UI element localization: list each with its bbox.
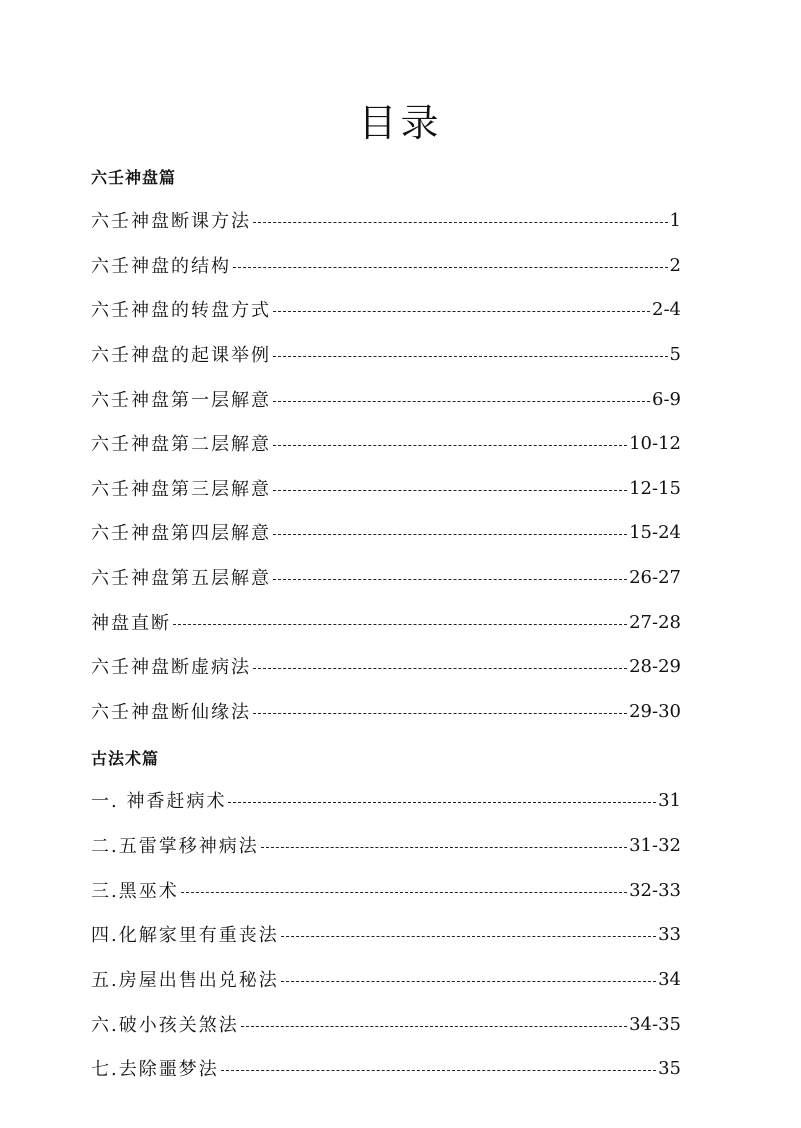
toc-entry-label: 六壬神盘的起课举例 — [91, 345, 271, 366]
toc-leader — [253, 666, 627, 669]
toc-leader — [253, 711, 627, 714]
toc-leader — [273, 488, 627, 491]
toc-entry — [91, 920, 681, 948]
toc-leader — [261, 845, 627, 848]
toc-entry-page: 29-30 — [629, 700, 681, 722]
toc-leader — [281, 979, 656, 982]
toc-leader — [253, 220, 668, 223]
page-title: 目录 — [358, 101, 443, 145]
toc-entry-label: 六壬神盘第三层解意 — [91, 479, 271, 500]
toc-entry-label: 七.去除噩梦法 — [91, 1059, 219, 1080]
toc-entry-page: 33 — [658, 923, 681, 945]
toc-entry — [91, 876, 681, 904]
toc-entry-label: 神盘直断 — [91, 613, 171, 634]
toc-entry — [91, 831, 681, 859]
toc-leader — [273, 354, 668, 357]
toc-entry — [91, 340, 681, 368]
toc-entry-label: 六壬神盘断虚病法 — [91, 657, 251, 678]
toc-leader — [181, 890, 627, 893]
toc-entry-page: 6-9 — [652, 388, 681, 410]
toc-entry — [91, 608, 681, 636]
toc-leader — [273, 309, 650, 312]
toc-leader — [241, 1024, 627, 1027]
toc-entry — [91, 652, 681, 680]
toc-entry-page: 27-28 — [629, 611, 681, 633]
toc-entry-label: 六壬神盘第二层解意 — [91, 434, 271, 455]
toc-entry-page: 32-33 — [629, 879, 681, 901]
toc-entry-page: 15-24 — [629, 521, 681, 543]
toc-entry-label: 六壬神盘断课方法 — [91, 211, 251, 232]
toc-entry-page: 31 — [658, 789, 681, 811]
toc-entry-page: 31-32 — [629, 834, 681, 856]
toc-leader — [221, 1068, 656, 1071]
toc-entry-label: 三.黑巫术 — [91, 881, 179, 902]
toc-leader — [233, 265, 668, 268]
toc-entry — [91, 786, 681, 814]
toc-entry — [91, 429, 681, 457]
section-heading: 古法术篇 — [91, 749, 160, 768]
toc-leader — [281, 934, 656, 937]
toc-entry-page: 5 — [669, 343, 681, 365]
toc-entry-page: 2-4 — [652, 298, 681, 320]
toc-entry-label: 五.房屋出售出兑秘法 — [91, 970, 279, 991]
toc-entry-label: 一. 神香赶病术 — [91, 791, 227, 812]
toc-leader — [173, 622, 627, 625]
toc-entry — [91, 385, 681, 413]
toc-entry-page: 26-27 — [629, 566, 681, 588]
toc-entry — [91, 295, 681, 323]
toc-entry-page: 35 — [658, 1057, 681, 1079]
toc-entry-page: 12-15 — [629, 477, 681, 499]
toc-entry-page: 28-29 — [629, 655, 681, 677]
toc-entry-label: 六.破小孩关煞法 — [91, 1015, 239, 1036]
toc-leader — [273, 577, 627, 580]
toc-entry-page: 34 — [658, 968, 681, 990]
toc-entry — [91, 965, 681, 993]
toc-entry-page: 1 — [669, 209, 681, 231]
toc-leader — [273, 532, 627, 535]
toc-entry — [91, 563, 681, 591]
toc-leader — [273, 399, 650, 402]
toc-entry-label: 六壬神盘第五层解意 — [91, 568, 271, 589]
toc-entry-page: 2 — [669, 254, 681, 276]
toc-entry-label: 六壬神盘第四层解意 — [91, 523, 271, 544]
toc-leader — [273, 443, 627, 446]
toc-leader — [228, 800, 656, 803]
toc-entry — [91, 1054, 681, 1082]
toc-entry-page: 34-35 — [629, 1013, 681, 1035]
toc-entry — [91, 697, 681, 725]
toc-entry-label: 六壬神盘的结构 — [91, 256, 231, 277]
toc-entry-page: 10-12 — [629, 432, 681, 454]
toc-entry-label: 六壬神盘第一层解意 — [91, 390, 271, 411]
section-heading: 六壬神盘篇 — [91, 168, 177, 187]
toc-entry-label: 六壬神盘断仙缘法 — [91, 702, 251, 723]
toc-entry — [91, 251, 681, 279]
toc-entry — [91, 1010, 681, 1038]
toc-entry-label: 四.化解家里有重丧法 — [91, 925, 279, 946]
toc-entry — [91, 206, 681, 234]
toc-entry-label: 六壬神盘的转盘方式 — [91, 300, 271, 321]
toc-entry-label: 二.五雷掌移神病法 — [91, 836, 259, 857]
toc-entry — [91, 518, 681, 546]
toc-entry — [91, 474, 681, 502]
